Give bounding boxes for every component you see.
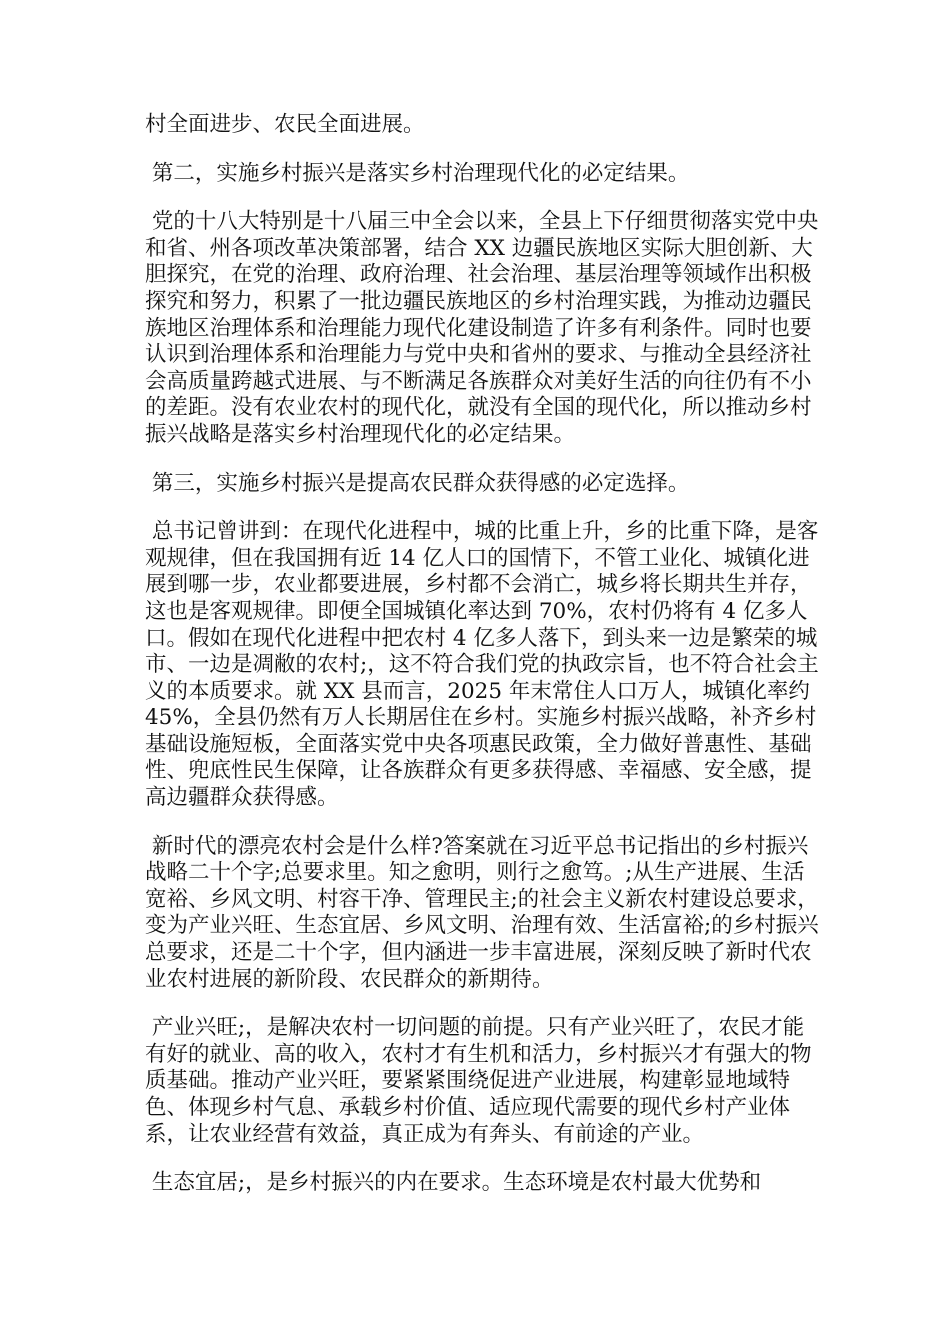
document-body xyxy=(145,112,825,1219)
paragraph-new-era-village: 新时代的漂亮农村会是什么样?答案就在习近平总书记指出的乡村振兴战略二十个字;总要求里。知之愈明，则行之愈笃。;从生产进展、生活宽裕、乡风文明、村容干净、管理民主;的社会主义新农村建设总要求，变为产业兴旺、生态宜居、乡风文明、治理有效、生活富裕;的乡村振兴总要求，还是二十个字，但内涵进一步丰富进展，深刻反映了新时代农业农村进展的新阶段、农民群众的新期待。 xyxy=(145,833,819,992)
paragraph-urbanization: 总书记曾讲到：在现代化进程中，城的比重上升，乡的比重下降，是客观规律，但在我国拥有近 14 亿人口的国情下，不管工业化、城镇化进展到哪一步，农业都要进展，乡村都不会消亡，城乡将长期共生并存，这也是客观规律。即便全国城镇化率达到 70%，农村仍将有 4 亿多人口。假如在现代化进程中把农村 4 亿多人落下，到头来一边是繁荣的城市、一边是凋敝的农村;，这不符合我们党的执政宗旨，也不符合社会主义的本质要求。就 XX 县而言，2025 年末常住人口万人，城镇化率约 45%，全县仍然有万人长期居住在乡村。实施乡村振兴战略，补齐乡村基础设施短板，全面落实党中央各项惠民政策，全力做好普惠性、基础性、兜底性民生保障，让各族群众有更多获得感、幸福感、安全感，提高边疆群众获得感。 xyxy=(145,519,819,811)
heading-second-point: 第二，实施乡村振兴是落实乡村治理现代化的必定结果。 xyxy=(145,160,690,186)
paragraph-industry-prosperity: 产业兴旺;，是解决农村一切问题的前提。只有产业兴旺了，农民才能有好的就业、高的收入，农村才有生机和活力，乡村振兴才有强大的物质基础。推动产业兴旺，要紧紧围绕促进产业进展，构建彰显地域特色、体现乡村气息、承载乡村价值、适应现代需要的现代乡村产业体系，让农业经营有效益，真正成为有奔头、有前途的产业。 xyxy=(145,1015,812,1147)
paragraph-continuation: 村全面进步、农民全面进展。 xyxy=(145,112,425,137)
heading-third-point: 第三，实施乡村振兴是提高农民群众获得感的必定选择。 xyxy=(145,470,690,496)
paragraph-governance: 党的十八大特别是十八届三中全会以来，全县上下仔细贯彻落实党中央和省、州各项改革决策部署，结合 XX 边疆民族地区实际大胆创新、大胆探究，在党的治理、政府治理、社会治理、基层治理等领域作出积极探究和努力，积累了一批边疆民族地区的乡村治理实践，为推动边疆民族地区治理体系和治理能力现代化建设制造了许多有利条件。同时也要认识到治理体系和治理能力与党中央和省州的要求、与推动全县经济社会高质量跨越式进展、与不断满足各族群众对美好生活的向往仍有不小的差距。没有农业农村的现代化，就没有全国的现代化，所以推动乡村振兴战略是落实乡村治理现代化的必定结果。 xyxy=(145,209,819,447)
paragraph-ecological-livability: 生态宜居;，是乡村振兴的内在要求。生态环境是农村最大优势和 xyxy=(145,1170,762,1196)
